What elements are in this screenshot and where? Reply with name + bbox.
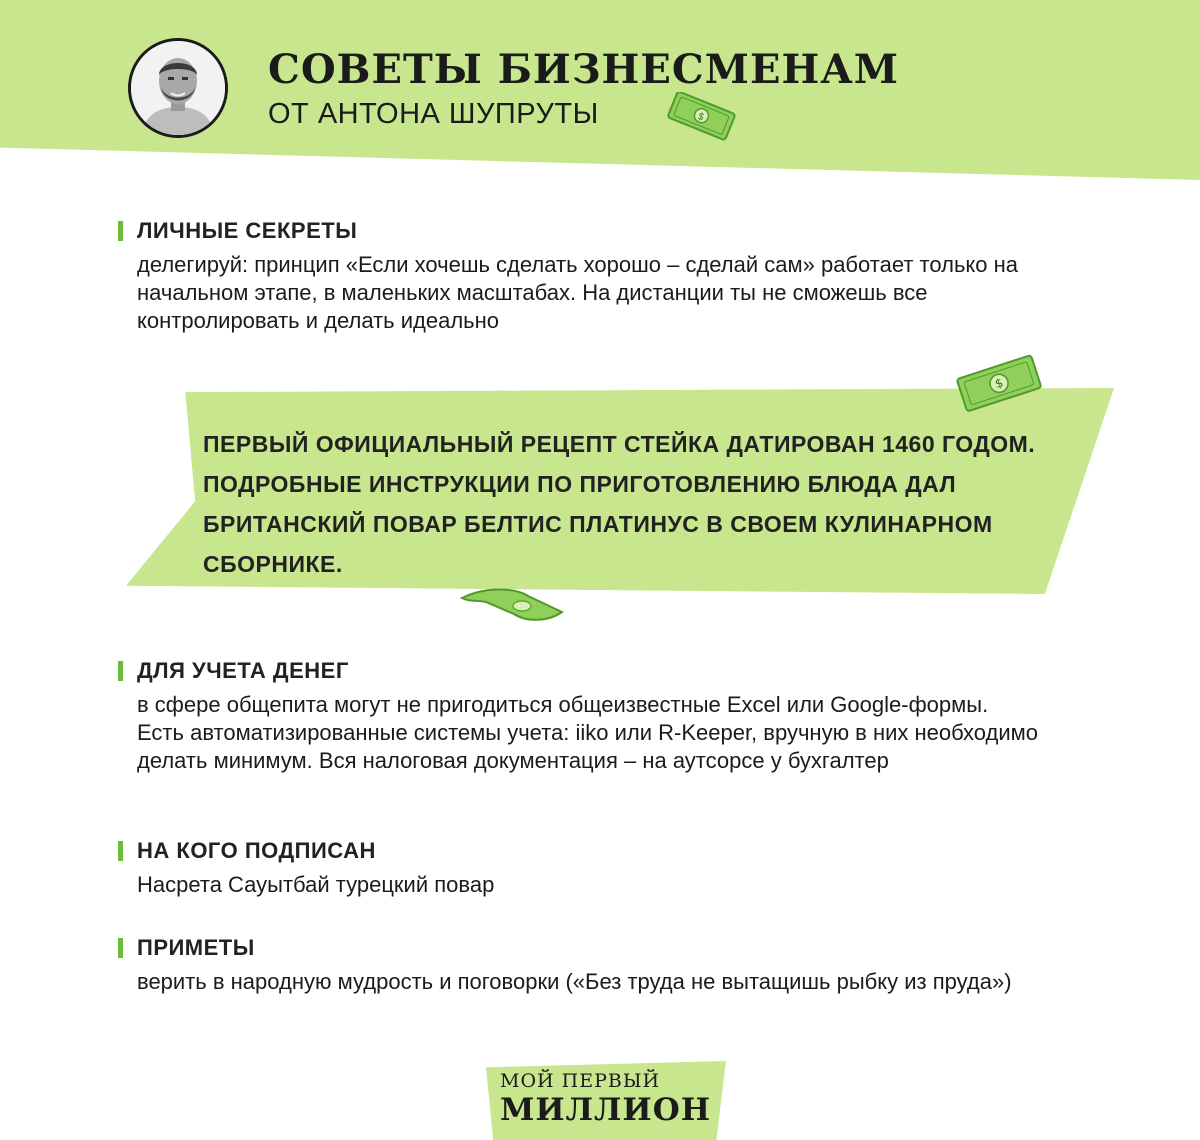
section-marker xyxy=(118,938,123,958)
money-bill-icon xyxy=(456,582,568,626)
money-bill-icon xyxy=(662,92,742,142)
section-title: ПРИМЕТЫ xyxy=(137,935,255,960)
section-marker xyxy=(118,221,123,241)
section-subscribed-to xyxy=(118,837,1038,899)
section-text: Насрета Сауытбай турецкий повар xyxy=(137,872,495,897)
section-marker xyxy=(118,661,123,681)
svg-text:$: $ xyxy=(993,375,1005,392)
page-subtitle: ОТ АНТОНА ШУПРУТЫ xyxy=(268,98,599,130)
section-text: верить в народную мудрость и поговорки («Без труда не вытащишь рыбку из пруда») xyxy=(137,969,1012,994)
avatar xyxy=(128,38,228,138)
section-omens xyxy=(118,934,1038,996)
fact-text: ПЕРВЫЙ ОФИЦИАЛЬНЫЙ РЕЦЕПТ СТЕЙКА ДАТИРОВАН 1460 ГОДОМ. ПОДРОБНЫЕ ИНСТРУКЦИИ ПО ПРИГОТОВЛЕНИЮ БЛЮДА ДАЛ БРИТАНСКИЙ ПОВАР БЕЛТИС ПЛАТИНУС В СВОЕМ КУЛИНАРНОМ СБОРНИКЕ. xyxy=(203,431,1036,577)
footer-logo-line2: МИЛЛИОН xyxy=(500,1092,712,1128)
section-title: ДЛЯ УЧЕТА ДЕНЕГ xyxy=(137,658,349,683)
footer-logo-line1: МОЙ ПЕРВЫЙ xyxy=(500,1070,661,1092)
svg-text:$: $ xyxy=(695,110,706,124)
section-marker xyxy=(118,841,123,861)
section-personal-secrets xyxy=(118,217,1038,335)
section-text: делегируй: принцип «Если хочешь сделать хорошо – сделай сам» работает только на начальном этапе, в маленьких масштабах. На дистанции ты не сможешь все контролировать и делать идеально xyxy=(137,252,1019,333)
money-bill-icon xyxy=(950,352,1050,414)
section-title: НА КОГО ПОДПИСАН xyxy=(137,838,376,863)
section-money-accounting xyxy=(118,657,1038,775)
section-text: в сфере общепита могут не пригодиться общеизвестные Excel или Google-формы. Есть автоматизированные системы учета: iiko или R-Keeper, вручную в них необходимо делать минимум. Вся налоговая документация – на аутсорсе у бухгалтер xyxy=(137,692,1039,773)
avatar-portrait-icon xyxy=(131,41,225,135)
section-title: ЛИЧНЫЕ СЕКРЕТЫ xyxy=(137,218,358,243)
page-title: СОВЕТЫ БИЗНЕСМЕНАМ xyxy=(268,46,900,93)
